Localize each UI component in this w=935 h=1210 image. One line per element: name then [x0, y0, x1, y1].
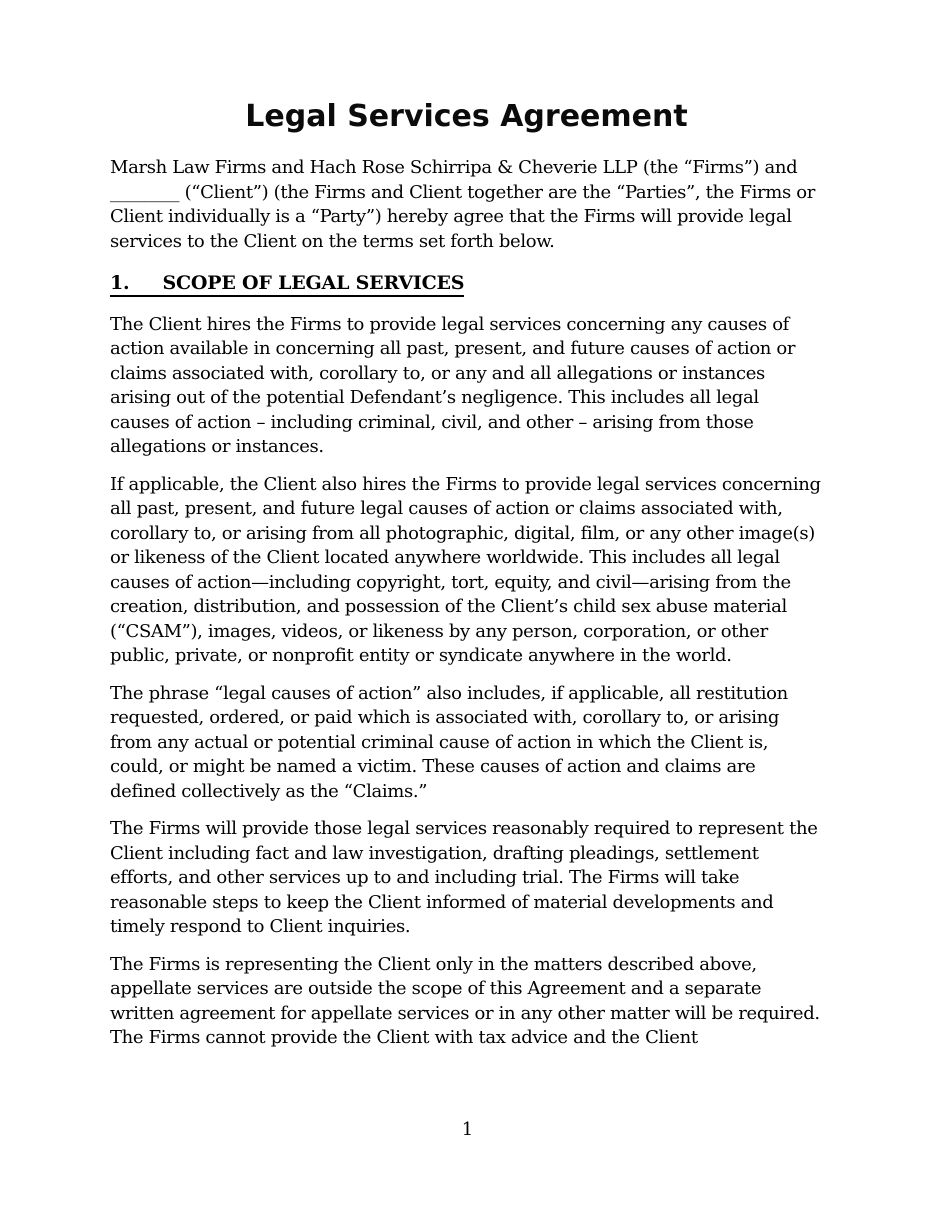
section-1-heading-underline — [110, 272, 464, 297]
section-1-paragraph-5: The Firms is representing the Client only in the matters described above, appellate services are outside the scope of this Agreement and a separate written agreement for appellate services or in any other matter will be required. The Firms cannot provide the Client with tax advice and the Client — [110, 953, 820, 1048]
section-1-paragraph-3: The phrase “legal causes of action” also includes, if applicable, all restitution requested, ordered, or paid which is associated with, corollary to, or arising from any actual or potential criminal cause of action in which the Client is, could, or might be named a victim. These causes of action and claims are defined collectively as the “Claims.” — [110, 682, 788, 802]
section-1-number: 1. — [110, 272, 130, 294]
section-1-heading-text: SCOPE OF LEGAL SERVICES — [162, 272, 465, 294]
section-1-paragraph-2: If applicable, the Client also hires the Firms to provide legal services concerning all past, present, and future legal causes of action or claims associated with, corollary to, or arising from all photographic, digital, film, or any other image(s) or likeness of the Client located anywhere worldwide. This includes all legal causes of action—including copyright, tort, equity, and civil—arising from the creation, distribution, and possession of the Client’s child sex abuse material (“CSAM”), images, videos, or likeness by any person, corporation, or other public, private, or nonprofit entity or syndicate anywhere in the world. — [110, 473, 821, 666]
intro-paragraph: Marsh Law Firms and Hach Rose Schirripa & Cheverie LLP (the “Firms”) and ________ (“Client”) (the Firms and Client together are the “Parties”, the Firms or Client individually is a “Party”) hereby agree that the Firms will provide legal services to the Client on the terms set forth below. — [110, 157, 815, 252]
section-1-paragraph-4: The Firms will provide those legal services reasonably required to represent the Client including fact and law investigation, drafting pleadings, settlement efforts, and other services up to and including trial. The Firms will take reasonable steps to keep the Client informed of material developments and timely respond to Client inquiries. — [110, 818, 818, 937]
page-number: 1 — [461, 1119, 474, 1140]
document-title: Legal Services Agreement — [245, 99, 688, 134]
section-1-paragraph-1: The Client hires the Firms to provide legal services concerning any causes of action available in concerning all past, present, and future causes of action or claims associated with, corollary to, or any and all allegations or instances arising out of the potential Defendant’s negligence. This includes all legal causes of action – including criminal, civil, and other – arising from those allegations or instances. — [110, 313, 796, 457]
section-1-heading — [110, 271, 823, 296]
